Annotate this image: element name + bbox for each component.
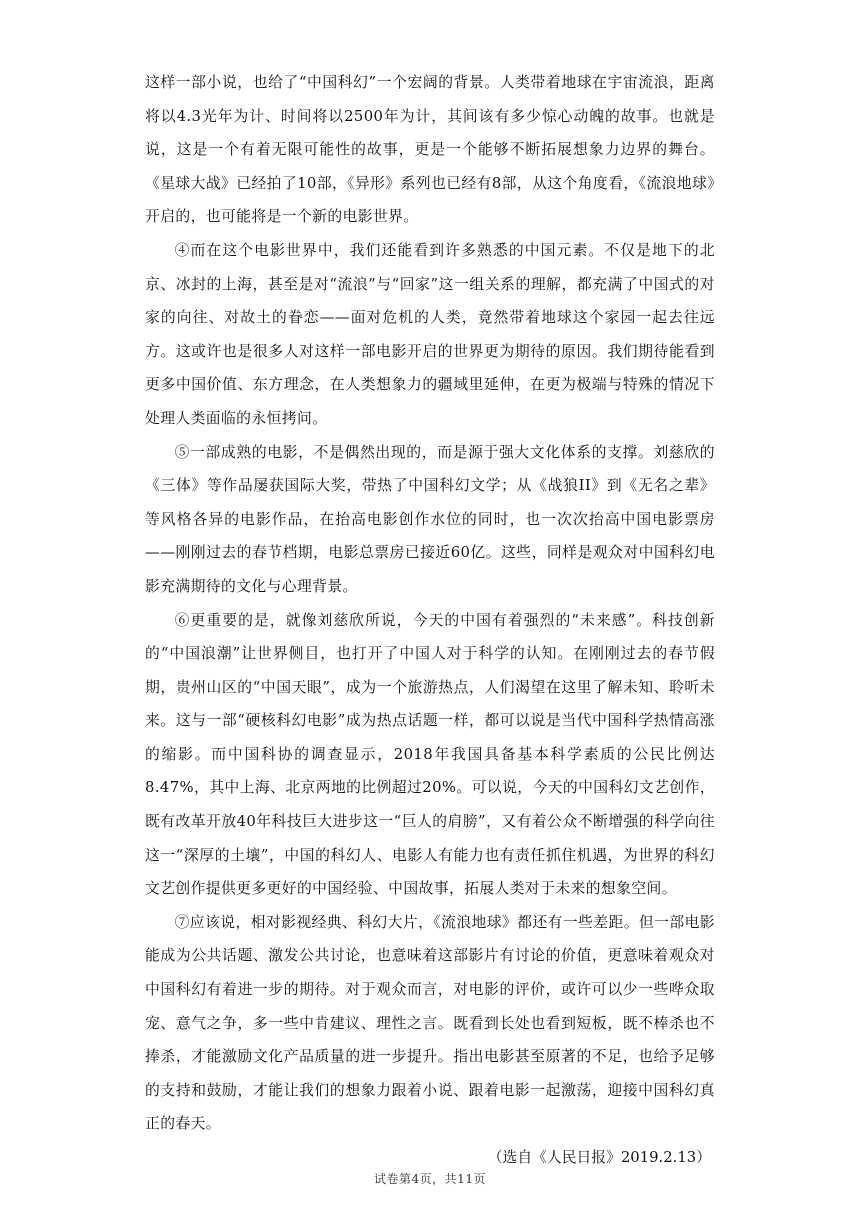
paragraph-continued: 这样一部小说，也给了“中国科幻”一个宏阔的背景。人类带着地球在宇宙流浪，距离将以4.3光年为计、时间将以2500年为计，其间该有多少惊心动魄的故事。也就是说，这是一个有着无限可能性的故事，更是一个能够不断拓展想象力边界的舞台。《星球大战》已经拍了10部，《异形》系列也已经有8部，从这个角度看，《流浪地球》开启的，也可能将是一个新的电影世界。 xyxy=(145,74,715,226)
paragraph-4: ④而在这个电影世界中，我们还能看到许多熟悉的中国元素。不仅是地下的北京、冰封的上海，甚至是对“流浪”与“回家”这一组关系的理解，都充满了中国式的对家的向往、对故土的眷恋——面对危机的人类，竟然带着地球这个家园一起去往远方。这或许也是很多人对这样一部电影开启的世界更为期待的原因。我们期待能看到更多中国价值、东方理念，在人类想象力的疆域里延伸，在更为极端与特殊的情况下处理人类面临的永恒拷问。 xyxy=(145,241,715,427)
paragraph-7: ⑦应该说，相对影视经典、科幻大片，《流浪地球》都还有一些差距。但一部电影能成为公共话题、激发公共讨论，也意味着这部影片有讨论的价值，更意味着观众对中国科幻有着进一步的期待。对于观众而言，对电影的评价，或许可以少一些哗众取宠、意气之争，多一些中肯建议、理性之言。既看到长处也看到短板，既不棒杀也不捧杀，才能激励文化产品质量的进一步提升。指出电影甚至原著的不足，也给予足够的支持和鼓励，才能让我们的想象力跟着小说、跟着电影一起激荡，迎接中国科幻真正的春天。 xyxy=(145,913,715,1133)
paragraph-5: ⑤一部成熟的电影，不是偶然出现的，而是源于强大文化体系的支撑。刘慈欣的《三体》等作品屡获国际大奖，带热了中国科幻文学；从《战狼II》到《无名之辈》等风格各异的电影作品，在抬高电影创作水位的同时，也一次次抬高中国电影票房——刚刚过去的春节档期，电影总票房已接近60亿。这些，同样是观众对中国科幻电影充满期待的文化与心理背景。 xyxy=(145,443,715,595)
page-footer: 试卷第4页，共11页 xyxy=(374,1172,486,1186)
source-citation: （选自《人民日报》2019.2.13） xyxy=(487,1149,711,1166)
article-body xyxy=(145,66,715,1175)
paragraph-6: ⑥更重要的是，就像刘慈欣所说，今天的中国有着强烈的“未来感”。科技创新的“中国浪潮”让世界侧目，也打开了中国人对于科学的认知。在刚刚过去的春节假期，贵州山区的“中国天眼”，成为一个旅游热点，人们渴望在这里了解未知、聆听未来。这与一部“硬核科幻电影”成为热点话题一样，都可以说是当代中国科学热情高涨的缩影。而中国科协的调查显示，2018年我国具备基本科学素质的公民比例达8.47%，其中上海、北京两地的比例超过20%。可以说，今天的中国科幻文艺创作，既有改革开放40年科技巨大进步这一“巨人的肩膀”，又有着公众不断增强的科学向往这一“深厚的土壤”，中国的科幻人、电影人有能力也有责任抓住机遇，为世界的科幻文艺创作提供更多更好的中国经验、中国故事，拓展人类对于未来的想象空间。 xyxy=(145,611,715,898)
